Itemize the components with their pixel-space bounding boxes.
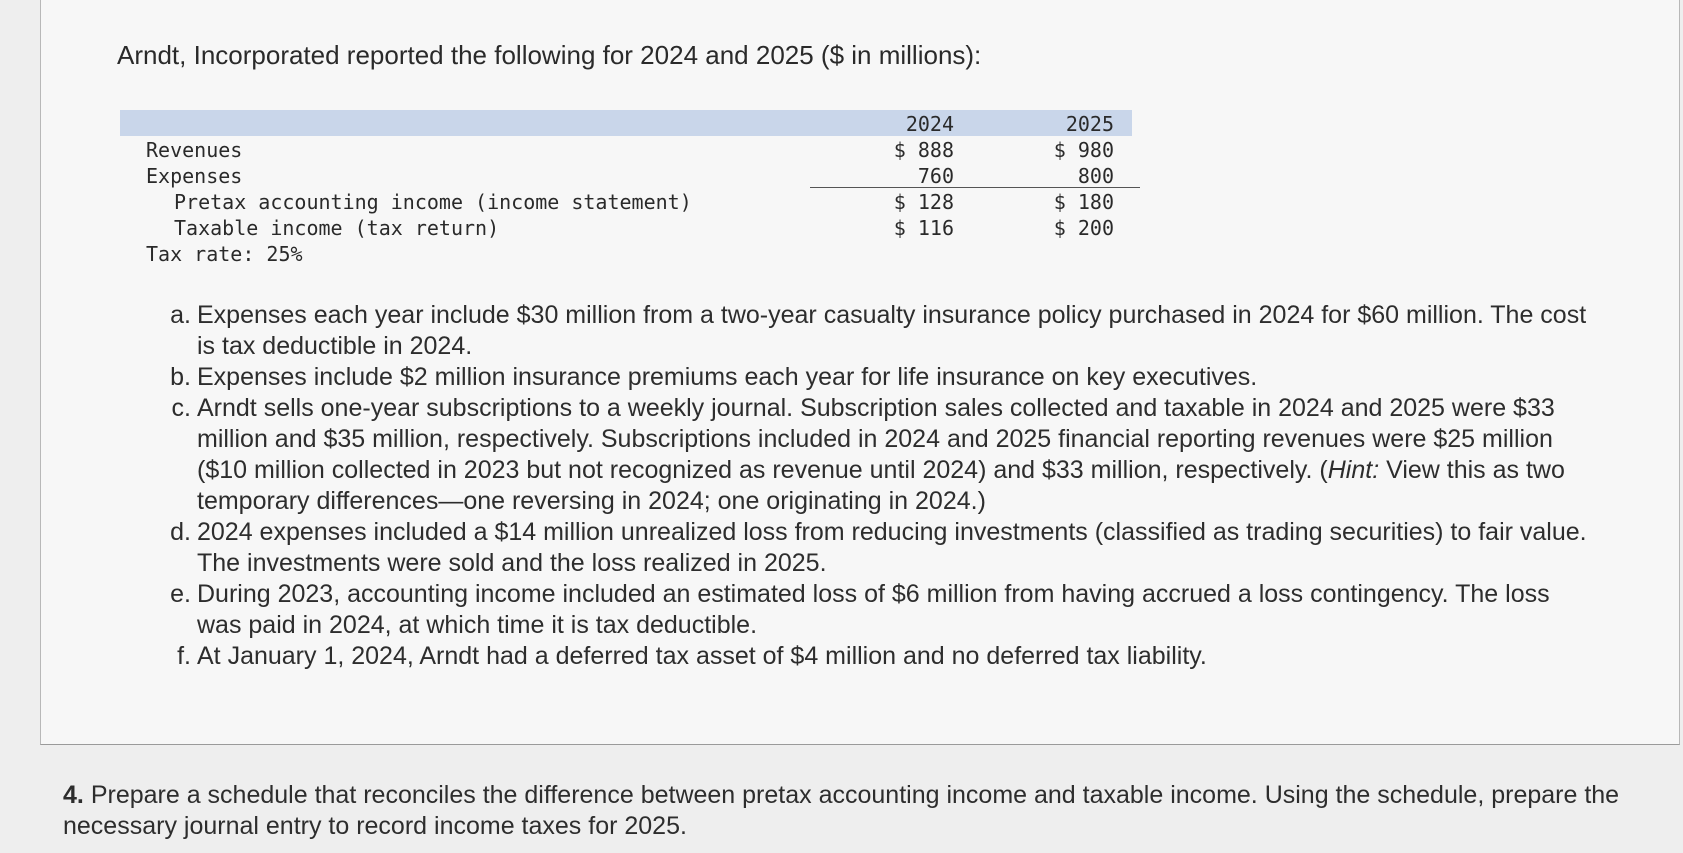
row-label: Taxable income (tax return): [174, 216, 500, 240]
table-row-revenues: [120, 136, 1132, 162]
value-2025: $ 180: [1053, 190, 1114, 214]
row-label: Pretax accounting income (income statement): [174, 190, 692, 214]
table-row-expenses: [120, 162, 1132, 188]
note-text: 2024 expenses included a $14 million unrealized loss from reducing investments (classified as trading securities) to fair value. The investments were sold and the loss realized in 2025.: [197, 518, 1587, 577]
value-2025: 800: [1077, 164, 1114, 188]
note-c: [165, 393, 1595, 517]
table-row-taxable-income: [120, 214, 1132, 240]
note-b: [165, 362, 1595, 393]
note-letter: d.: [170, 518, 191, 546]
value-2024: $ 888: [893, 138, 954, 162]
value-2025: $ 980: [1053, 138, 1114, 162]
note-text: At January 1, 2024, Arndt had a deferred tax asset of $4 million and no deferred tax liability.: [197, 642, 1207, 670]
value-2024: $ 128: [893, 190, 954, 214]
note-text-continued: View this as two temporary differences—one reversing in 2024; one originating in 2024.): [197, 456, 1565, 515]
header-2024: 2024: [905, 112, 954, 136]
note-a: [165, 300, 1595, 362]
note-letter: a.: [170, 301, 191, 329]
hint-label: Hint:: [1327, 456, 1380, 484]
financial-table: [120, 110, 1132, 266]
row-label: Tax rate: 25%: [146, 242, 303, 266]
question-text: Prepare a schedule that reconciles the difference between pretax accounting income and taxable income. Using the schedule, prepare the necessary journal entry to record income taxes for 2025.: [63, 781, 1620, 840]
note-text: Expenses include $2 million insurance premiums each year for life insurance on key executives.: [197, 363, 1258, 391]
note-letter: b.: [170, 363, 191, 391]
question-4: [63, 780, 1643, 842]
note-e: [165, 579, 1595, 641]
table-row-pretax-income: [120, 188, 1132, 214]
note-letter: c.: [171, 394, 191, 422]
value-2024: 760: [917, 164, 954, 188]
table-header: [120, 110, 1132, 136]
note-d: [165, 517, 1595, 579]
intro-text: Arndt, Incorporated reported the following for 2024 and 2025 ($ in millions):: [117, 40, 982, 70]
note-f: [165, 641, 1595, 672]
value-2025: $ 200: [1053, 216, 1114, 240]
question-number: 4.: [63, 781, 84, 809]
note-text: Arndt sells one-year subscriptions to a weekly journal. Subscription sales collected and taxable in 2024 and 2025 were $33 million and $35 million, respectively. Subscriptions included in 2024 and 2025 financial reporting revenues were $25 million ($10 million collected in 2023 but not recognized as revenue until 2024) and $33 million, respectively. (: [197, 394, 1555, 484]
row-label: Expenses: [146, 164, 243, 188]
note-text: During 2023, accounting income included an estimated loss of $6 million from having accrued a loss contingency. The loss was paid in 2024, at which time it is tax deductible.: [197, 580, 1550, 639]
note-letter: f.: [177, 642, 191, 670]
notes-list: [165, 300, 1595, 672]
header-2025: 2025: [1065, 112, 1114, 136]
row-label: Revenues: [146, 138, 243, 162]
note-text: Expenses each year include $30 million from a two-year casualty insurance policy purchased in 2024 for $60 million. The cost is tax deductible in 2024.: [197, 301, 1587, 360]
note-letter: e.: [170, 580, 191, 608]
table-row-tax-rate: [120, 240, 1132, 266]
value-2024: $ 116: [893, 216, 954, 240]
